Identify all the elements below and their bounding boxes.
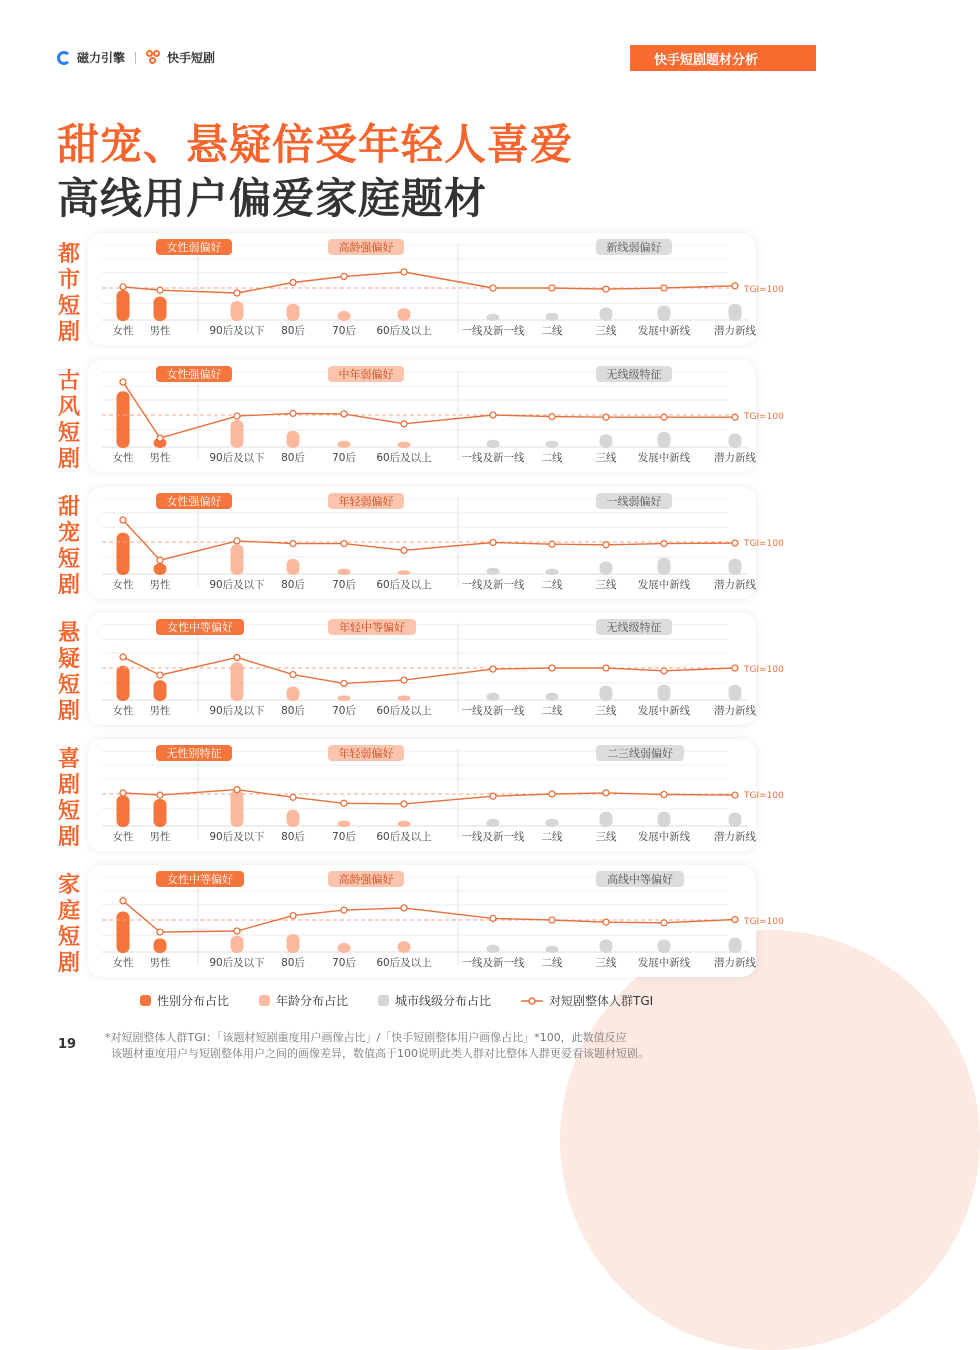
tgi-point xyxy=(732,917,738,923)
bar-gender xyxy=(117,533,130,575)
preference-tag: 无线级特征 xyxy=(606,621,662,634)
preference-tag: 无线级特征 xyxy=(606,368,662,381)
x-tick-label: 一线及新一线 xyxy=(461,957,525,969)
footnote xyxy=(105,1030,745,1062)
tgi-point xyxy=(661,285,667,291)
tgi-point xyxy=(157,792,163,798)
panel-chart-svg xyxy=(88,739,784,851)
preference-tag: 年轻弱偏好 xyxy=(338,495,394,508)
cili-logo-icon xyxy=(57,51,71,65)
bar-city xyxy=(658,939,671,953)
tgi-point xyxy=(290,794,296,800)
bar-age xyxy=(338,311,351,321)
x-tick-label: 80后 xyxy=(281,579,305,591)
tgi-line xyxy=(123,272,735,293)
bar-city xyxy=(729,304,742,321)
legend-gender-label: 性别分布占比 xyxy=(157,994,230,1008)
panel-chart-svg xyxy=(88,233,784,345)
bar-gender xyxy=(154,563,167,575)
tgi-point xyxy=(661,414,667,420)
page-title-line2: 高线用户偏爱家庭题材 xyxy=(57,174,488,223)
tgi-point xyxy=(490,285,496,291)
x-tick-label: 男性 xyxy=(149,452,171,464)
bar-gender xyxy=(154,680,167,701)
x-tick-label: 二线 xyxy=(541,579,563,591)
tgi-point xyxy=(120,379,126,385)
x-tick-label: 潜力新线 xyxy=(714,957,756,969)
chart-panel xyxy=(88,360,784,472)
tgi-line xyxy=(123,790,735,804)
tgi-point xyxy=(341,411,347,417)
x-tick-label: 男性 xyxy=(149,957,171,969)
bar-age xyxy=(398,442,411,448)
logo-divider xyxy=(135,52,136,64)
bar-age xyxy=(398,308,411,321)
bar-city xyxy=(487,693,500,701)
x-tick-label: 70后 xyxy=(332,452,356,464)
tgi-point xyxy=(401,801,407,807)
x-tick-label: 女性 xyxy=(112,452,134,464)
legend-gender-swatch xyxy=(140,995,151,1006)
tgi-point xyxy=(234,413,240,419)
tgi-point xyxy=(549,285,555,291)
bar-age xyxy=(287,687,300,702)
tgi-point xyxy=(234,538,240,544)
tgi-point xyxy=(732,283,738,289)
panel-title: 甜 宠 短 剧 xyxy=(57,495,80,598)
x-tick-label: 三线 xyxy=(595,579,617,591)
bar-city xyxy=(600,939,613,953)
legend-tgi-label: 对短剧整体人群TGI xyxy=(549,994,654,1008)
x-tick-label: 90后及以下 xyxy=(209,452,265,464)
panel-chart-svg xyxy=(88,487,784,599)
bar-age xyxy=(231,936,244,953)
x-tick-label: 女性 xyxy=(112,831,134,843)
bar-gender xyxy=(154,939,167,954)
tgi-point xyxy=(401,269,407,275)
tgi-point xyxy=(234,928,240,934)
x-tick-label: 80后 xyxy=(281,957,305,969)
tgi-point xyxy=(401,547,407,553)
tgi-point xyxy=(549,791,555,797)
x-tick-label: 80后 xyxy=(281,705,305,717)
x-tick-label: 60后及以上 xyxy=(376,831,432,843)
x-tick-label: 一线及新一线 xyxy=(461,831,525,843)
tgi-reference-label: TGI=100 xyxy=(744,412,784,422)
x-tick-label: 男性 xyxy=(149,325,171,337)
tgi-reference-label: TGI=100 xyxy=(744,917,784,927)
bar-gender xyxy=(154,799,167,827)
x-tick-label: 女性 xyxy=(112,325,134,337)
brand-cili: 磁力引擎 xyxy=(77,51,126,65)
x-tick-label: 90后及以下 xyxy=(209,705,265,717)
bar-age xyxy=(287,431,300,448)
tgi-point xyxy=(234,787,240,793)
x-tick-label: 女性 xyxy=(112,957,134,969)
tgi-point xyxy=(490,666,496,672)
legend-age-label: 年龄分布占比 xyxy=(276,994,349,1008)
chart-panel xyxy=(88,233,784,345)
bar-age xyxy=(287,810,300,827)
bar-city xyxy=(487,314,500,321)
bar-gender xyxy=(117,912,130,954)
x-tick-label: 70后 xyxy=(332,705,356,717)
bar-city xyxy=(658,685,671,701)
tgi-point xyxy=(290,541,296,547)
preference-tag: 无性别特征 xyxy=(166,747,222,760)
x-tick-label: 三线 xyxy=(595,705,617,717)
legend-age-swatch xyxy=(259,995,270,1006)
x-tick-label: 80后 xyxy=(281,831,305,843)
preference-tag: 高线中等偏好 xyxy=(607,873,673,886)
tgi-point xyxy=(341,680,347,686)
chart-panel xyxy=(88,739,784,851)
section-tag: 快手短剧题材分析 xyxy=(630,45,816,71)
tgi-point xyxy=(157,929,163,935)
chart-panel xyxy=(88,487,784,599)
x-tick-label: 60后及以上 xyxy=(376,325,432,337)
x-tick-label: 男性 xyxy=(149,831,171,843)
tgi-point xyxy=(120,284,126,290)
x-tick-label: 70后 xyxy=(332,579,356,591)
tgi-point xyxy=(157,287,163,293)
bar-city xyxy=(600,812,613,827)
x-tick-label: 80后 xyxy=(281,325,305,337)
tgi-line xyxy=(123,520,735,560)
preference-tag: 高龄强偏好 xyxy=(338,241,394,254)
x-tick-label: 60后及以上 xyxy=(376,957,432,969)
bar-city xyxy=(658,306,671,321)
x-tick-label: 二线 xyxy=(541,831,563,843)
bar-city xyxy=(600,307,613,321)
tgi-point xyxy=(234,290,240,296)
panel-title: 喜 剧 短 剧 xyxy=(57,747,80,850)
x-tick-label: 女性 xyxy=(112,579,134,591)
bar-age xyxy=(231,301,244,321)
tgi-reference-label: TGI=100 xyxy=(744,665,784,675)
bar-city xyxy=(546,441,559,448)
panel-title: 家 庭 短 剧 xyxy=(57,873,80,976)
tgi-point xyxy=(290,280,296,286)
tgi-point xyxy=(120,654,126,660)
tgi-point xyxy=(341,541,347,547)
bar-age xyxy=(231,544,244,575)
brand-kuaishou: 快手短剧 xyxy=(167,51,216,65)
bar-age xyxy=(338,569,351,575)
tgi-point xyxy=(549,541,555,547)
tgi-point xyxy=(661,920,667,926)
brand-logos xyxy=(57,49,215,66)
bar-city xyxy=(729,559,742,575)
tgi-point xyxy=(603,790,609,796)
x-tick-label: 二线 xyxy=(541,957,563,969)
preference-tag: 一线弱偏好 xyxy=(606,495,662,508)
x-tick-label: 二线 xyxy=(541,452,563,464)
tgi-point xyxy=(603,919,609,925)
legend-age xyxy=(259,992,348,1009)
x-tick-label: 发展中新线 xyxy=(637,579,691,591)
x-tick-label: 一线及新一线 xyxy=(461,325,525,337)
preference-tag: 二三线弱偏好 xyxy=(607,747,673,760)
tgi-point xyxy=(490,540,496,546)
bar-age xyxy=(398,696,411,702)
tgi-point xyxy=(732,540,738,546)
tgi-point xyxy=(341,907,347,913)
x-tick-label: 潜力新线 xyxy=(714,705,756,717)
tgi-point xyxy=(603,542,609,548)
x-tick-label: 一线及新一线 xyxy=(461,705,525,717)
tgi-point xyxy=(157,672,163,678)
bar-age xyxy=(287,559,300,575)
bar-gender xyxy=(117,391,130,448)
x-tick-label: 男性 xyxy=(149,705,171,717)
bar-age xyxy=(398,570,411,575)
x-tick-label: 潜力新线 xyxy=(714,831,756,843)
x-tick-label: 二线 xyxy=(541,705,563,717)
tgi-point xyxy=(603,286,609,292)
tgi-line xyxy=(123,657,735,683)
x-tick-label: 90后及以下 xyxy=(209,579,265,591)
bar-city xyxy=(546,819,559,827)
page-title-line1: 甜宠、悬疑倍受年轻人喜爱 xyxy=(57,120,574,169)
tgi-point xyxy=(549,665,555,671)
bar-age xyxy=(338,943,351,953)
x-tick-label: 一线及新一线 xyxy=(461,579,525,591)
preference-tag: 女性中等偏好 xyxy=(167,621,233,634)
bar-city xyxy=(658,812,671,827)
tgi-point xyxy=(661,541,667,547)
tgi-reference-label: TGI=100 xyxy=(744,285,784,295)
x-tick-label: 潜力新线 xyxy=(714,452,756,464)
bar-city xyxy=(729,813,742,828)
bar-city xyxy=(729,938,742,953)
tgi-reference-label: TGI=100 xyxy=(744,539,784,549)
preference-tag: 高龄强偏好 xyxy=(338,873,394,886)
tgi-point xyxy=(290,913,296,919)
x-tick-label: 发展中新线 xyxy=(637,452,691,464)
panel-chart-svg xyxy=(88,865,784,977)
bar-age xyxy=(287,934,300,953)
chart-panel xyxy=(88,865,784,977)
x-tick-label: 70后 xyxy=(332,831,356,843)
panel-chart-svg xyxy=(88,360,784,472)
bar-city xyxy=(546,569,559,575)
tgi-point xyxy=(490,915,496,921)
bar-gender xyxy=(117,290,130,321)
x-tick-label: 60后及以上 xyxy=(376,705,432,717)
tgi-point xyxy=(341,274,347,280)
tgi-point xyxy=(234,655,240,661)
tgi-point xyxy=(401,421,407,427)
bar-city xyxy=(487,945,500,953)
bar-city xyxy=(487,819,500,827)
tgi-point xyxy=(603,414,609,420)
preference-tag: 中年弱偏好 xyxy=(338,368,394,381)
preference-tag: 年轻中等偏好 xyxy=(339,621,405,634)
x-tick-label: 90后及以下 xyxy=(209,831,265,843)
x-tick-label: 三线 xyxy=(595,325,617,337)
x-tick-label: 发展中新线 xyxy=(637,957,691,969)
tgi-point xyxy=(661,668,667,674)
tgi-reference-label: TGI=100 xyxy=(744,791,784,801)
tgi-point xyxy=(401,677,407,683)
bar-city xyxy=(600,686,613,701)
tgi-point xyxy=(341,800,347,806)
x-tick-label: 三线 xyxy=(595,831,617,843)
legend-tgi xyxy=(521,992,653,1009)
footnote-line2: 该题材重度用户与短剧整体用户之间的画像差异，数值高于100说明此类人群对比整体人群更爱看该题材短剧。 xyxy=(111,1047,649,1060)
panel-chart-svg xyxy=(88,613,784,725)
tgi-point xyxy=(401,905,407,911)
footnote-line1: *对短剧整体人群TGI：「该题材短剧重度用户画像占比」/「快手短剧整体用户画像占比」*100，此数值反应 xyxy=(105,1031,627,1044)
tgi-point xyxy=(290,410,296,416)
tgi-point xyxy=(120,790,126,796)
bar-age xyxy=(231,790,244,827)
tgi-point xyxy=(603,665,609,671)
bar-gender xyxy=(154,297,167,321)
x-tick-label: 60后及以上 xyxy=(376,452,432,464)
tgi-point xyxy=(290,672,296,678)
tgi-point xyxy=(120,517,126,523)
chart-panel xyxy=(88,613,784,725)
bar-gender xyxy=(117,795,130,827)
kuaishou-logo-icon xyxy=(146,50,161,65)
bar-city xyxy=(546,946,559,953)
legend-gender xyxy=(140,992,229,1009)
preference-tag: 女性强偏好 xyxy=(166,368,222,381)
x-tick-label: 70后 xyxy=(332,325,356,337)
legend-city xyxy=(378,992,491,1009)
legend-city-label: 城市线级分布占比 xyxy=(395,994,492,1008)
panel-title: 悬 疑 短 剧 xyxy=(57,621,80,724)
bar-city xyxy=(600,434,613,448)
x-tick-label: 三线 xyxy=(595,957,617,969)
bar-city xyxy=(658,558,671,575)
x-tick-label: 发展中新线 xyxy=(637,831,691,843)
tgi-point xyxy=(732,792,738,798)
preference-tag: 年轻弱偏好 xyxy=(338,747,394,760)
panel-title: 都 市 短 剧 xyxy=(57,242,80,345)
bar-gender xyxy=(117,666,130,701)
x-tick-label: 90后及以下 xyxy=(209,325,265,337)
bar-age xyxy=(287,304,300,321)
bar-city xyxy=(600,561,613,575)
preference-tag: 女性中等偏好 xyxy=(167,873,233,886)
tgi-point xyxy=(157,435,163,441)
bar-city xyxy=(487,440,500,448)
x-tick-label: 二线 xyxy=(541,325,563,337)
preference-tag: 新线弱偏好 xyxy=(606,241,662,254)
x-tick-label: 女性 xyxy=(112,705,134,717)
bar-age xyxy=(338,821,351,827)
bar-city xyxy=(729,685,742,701)
x-tick-label: 潜力新线 xyxy=(714,579,756,591)
preference-tag: 女性强偏好 xyxy=(166,495,222,508)
tgi-point xyxy=(549,917,555,923)
tgi-point xyxy=(120,898,126,904)
legend-tgi-line-icon xyxy=(521,996,543,1006)
x-tick-label: 90后及以下 xyxy=(209,957,265,969)
page-number: 19 xyxy=(58,1037,77,1052)
bar-age xyxy=(338,441,351,448)
x-tick-label: 潜力新线 xyxy=(714,325,756,337)
bar-age xyxy=(398,821,411,827)
tgi-point xyxy=(549,414,555,420)
bar-age xyxy=(338,696,351,702)
bar-city xyxy=(546,313,559,321)
x-tick-label: 男性 xyxy=(149,579,171,591)
tgi-point xyxy=(732,414,738,420)
x-tick-label: 70后 xyxy=(332,957,356,969)
tgi-point xyxy=(490,412,496,418)
panel-title: 古 风 短 剧 xyxy=(57,369,80,472)
x-tick-label: 一线及新一线 xyxy=(461,452,525,464)
bar-age xyxy=(231,420,244,448)
tgi-point xyxy=(661,792,667,798)
x-tick-label: 发展中新线 xyxy=(637,325,691,337)
legend-city-swatch xyxy=(378,995,389,1006)
bar-city xyxy=(729,434,742,449)
x-tick-label: 三线 xyxy=(595,452,617,464)
x-tick-label: 60后及以上 xyxy=(376,579,432,591)
bar-city xyxy=(487,568,500,575)
tgi-point xyxy=(157,557,163,563)
x-tick-label: 80后 xyxy=(281,452,305,464)
preference-tag: 女性弱偏好 xyxy=(166,241,222,254)
bar-city xyxy=(658,432,671,448)
x-tick-label: 发展中新线 xyxy=(637,705,691,717)
tgi-point xyxy=(732,665,738,671)
bar-city xyxy=(546,693,559,701)
bar-age xyxy=(398,941,411,953)
tgi-point xyxy=(490,793,496,799)
legend xyxy=(140,992,653,1009)
